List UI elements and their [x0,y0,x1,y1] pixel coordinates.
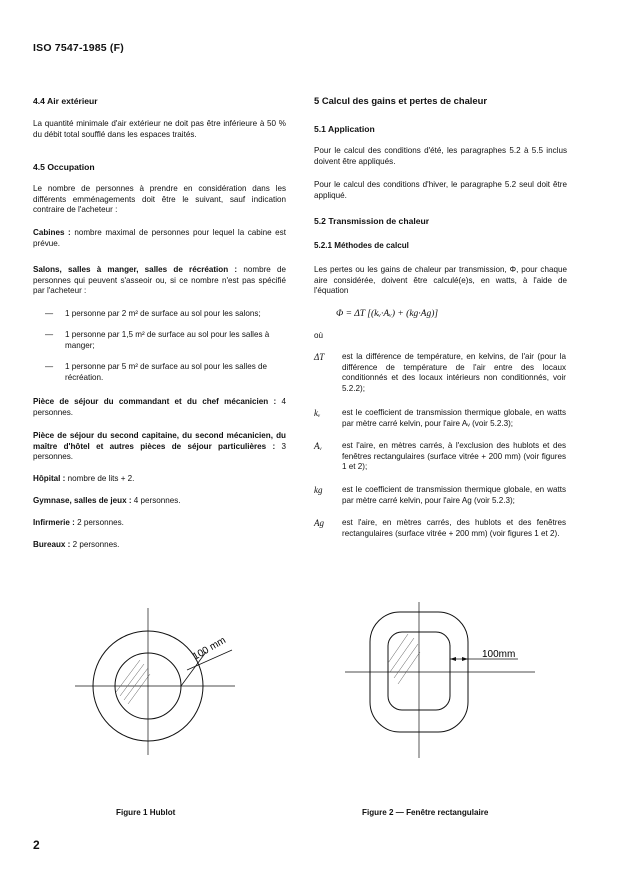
cabines-label: Cabines : [33,228,71,237]
list-item-text: 1 personne par 2 m² de surface au sol pour les salons; [65,309,261,318]
dash-marker: — [45,362,54,371]
section-4-4-text: La quantité minimale d'air extérieur ne doit pas être inférieure à 50 % du débit total soufflé dans les espaces traités. [33,119,286,139]
section-4-5-title: 4.5 Occupation [33,162,95,172]
glass-hatching [386,634,420,684]
definition-term: kᵥ [314,408,321,418]
figure-2-dimension-label: 100mm [482,649,516,660]
section-4-5-text: Le nombre de personnes à prendre en considération dans les différents emménagements doit être le suivant, sauf indication contraire de l'acheteur : [33,184,286,215]
definition-text: est la différence de température, en kelvins, de l'air (pour la différence de température de l'air entre des locaux conditionnés et des locaux intérieurs non conditionnés, voir 5.2.2); [342,352,566,393]
bureaux-paragraph [33,540,286,551]
salons-text: nombre de personnes qui peuvent s'asseoir ou, si ce nombre n'est pas spécifié par l'acheteur : [33,265,286,296]
definition-term: kg [314,485,323,495]
figure-1-dimension-label: 100 mm [191,635,228,663]
section-5-1-title: 5.1 Application [314,124,375,134]
dash-marker: — [45,309,54,318]
document-header: ISO 7547-1985 (F) [33,42,124,54]
piece-commandant-paragraph [33,397,286,418]
section-5-2-1-text: Les pertes ou les gains de chaleur par transmission, Φ, pour chaque aire considérée, doivent être calculé(e)s, en watts, à l'aide de l'équation [314,265,567,296]
definition-text: est le coefficient de transmission thermique globale, en watts par mètre carré kelvin, pour l'aire Ag (voir 5.2.3); [342,485,566,505]
hopital-text: nombre de lits + 2. [65,474,135,483]
definitions-list [314,352,567,552]
cabines-paragraph [33,228,286,249]
bureaux-label: Bureaux : [33,540,71,549]
list-item [45,309,285,320]
infirmerie-label: Infirmerie : [33,518,75,527]
salons-label: Salons, salles à manger, salles de récréation : [33,265,238,274]
definition-term: ΔT [314,352,325,362]
dimension-arrow [462,657,468,661]
hopital-label: Hôpital : [33,474,66,483]
section-5-title: 5 Calcul des gains et pertes de chaleur [314,95,487,106]
list-item [45,330,285,351]
dimension-arrow [450,657,456,661]
figure-1-caption: Figure 1 Hublot [116,808,176,817]
figure-2-caption: Figure 2 — Fenêtre rectangulaire [362,808,489,817]
section-5-1-text-2: Pour le calcul des conditions d'hiver, le paragraphe 5.2 seul doit être appliqué. [314,180,567,200]
hopital-paragraph [33,474,286,485]
infirmerie-text: 2 personnes. [74,518,124,527]
page-number: 2 [33,838,40,852]
section-5-1-text-1: Pour le calcul des conditions d'été, les paragraphes 5.2 à 5.5 inclus doivent être appliqués. [314,146,567,166]
definition-term: Aᵥ [314,441,323,451]
section-5-2-1-title: 5.2.1 Méthodes de calcul [314,241,409,250]
gymnase-paragraph [33,496,286,507]
piece-second-paragraph [33,431,286,463]
definition-text: est l'aire, en mètres carrés, à l'exclusion des hublots et des fenêtres rectangulaires (surface vitrée + 200 mm) (voir figures 1 et 2); [342,441,566,472]
list-item-text: 1 personne par 5 m² de surface au sol pour les salles de récréation. [65,362,268,382]
list-item [45,362,285,383]
salons-paragraph [33,265,286,297]
infirmerie-paragraph [33,518,286,529]
gymnase-text: 4 personnes. [131,496,181,505]
piece-second-label: Pièce de séjour du second capitaine, du second mécanicien, du maître d'hôtel et autres pièces de séjour particulières : [33,431,286,451]
cabines-text: nombre maximal de personnes pour lequel la cabine est prévue. [33,228,286,248]
definition-term: Ag [314,518,324,528]
list-item-text: 1 personne par 1,5 m² de surface au sol pour les salles à manger; [65,330,270,350]
definition-text: est le coefficient de transmission thermique globale, en watts par mètre carré kelvin, pour l'aire Aᵥ (voir 5.2.3); [342,408,566,428]
gymnase-label: Gymnase, salles de jeux : [33,496,132,505]
section-4-4-title: 4.4 Air extérieur [33,96,98,106]
bureaux-text: 2 personnes. [70,540,120,549]
piece-commandant-text: 4 personnes. [33,397,286,417]
figure-2-rectangular-window-drawing [340,600,560,760]
piece-second-text: 3 personnes. [33,441,286,462]
figure-1-porthole-drawing [60,600,270,760]
ou-text: où [314,331,324,340]
definition-text: est l'aire, en mètres carrés, des hublots et des fenêtres rectangulaires (surface vitrée + 200 mm) (voir figures 1 et 2). [342,518,566,538]
piece-commandant-label: Pièce de séjour du commandant et du chef mécanicien : [33,397,277,406]
dash-marker: — [45,330,54,339]
heat-transmission-equation: Φ = ΔT [(kᵥ·Aᵥ) + (kg·Ag)] [336,309,439,319]
section-5-2-title: 5.2 Transmission de chaleur [314,216,430,226]
